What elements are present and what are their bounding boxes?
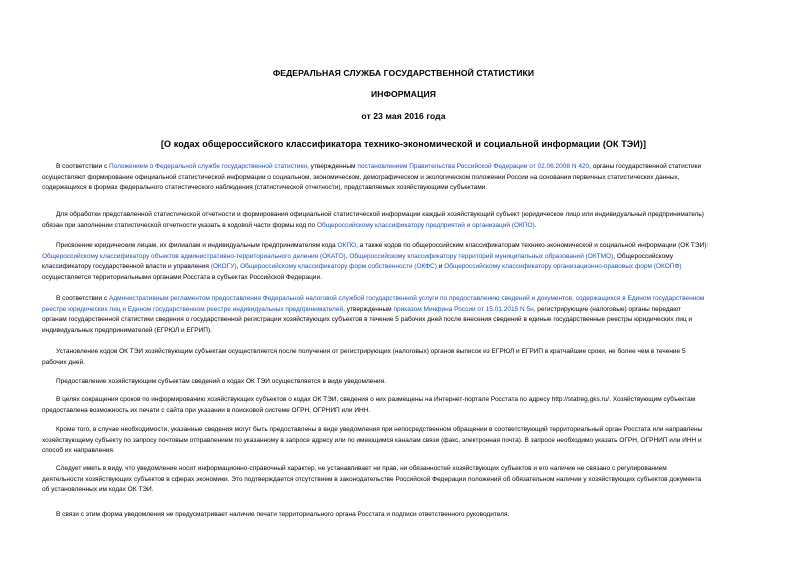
link-okopf[interactable]: Общероссийскому классификатору организационно-правовых форм (ОКОПФ)	[444, 263, 682, 271]
paragraph-line	[42, 162, 776, 173]
paragraph-line: В связи с этим форма уведомления не предусматривает наличие печати территориального органа Росстата и подписи ответственного руководителя.	[56, 511, 510, 518]
paragraph-line	[42, 294, 776, 305]
paragraph-line: деятельности хозяйствующих субъектов в сферах экономики. Это подтверждается отсутствием в законодательстве Российской Федерации положений об обязательном наличии у хозяйствующих субъектов документа	[42, 475, 702, 483]
text: ,	[345, 252, 350, 260]
paragraph-5	[42, 347, 776, 368]
paragraph-line: В целях сокращения сроков по информированию хозяйствующих субъектов о кодах ОК ТЭИ, сведения о них размещены на Интернет-портале Росстата по адресу http://statreg.gks.ru/. Хозяйствующим субъектам	[56, 396, 696, 403]
paragraph-line	[42, 221, 776, 232]
link-okato[interactable]: Общероссийскому классификатору объектов административно-территориального деления (ОКАТО)	[42, 252, 346, 260]
agency-heading: ФЕДЕРАЛЬНАЯ СЛУЖБА ГОСУДАРСТВЕННОЙ СТАТИСТИКИ	[272, 68, 535, 78]
paragraph-line: об установленных им кодах ОК ТЭИ.	[42, 486, 154, 494]
text: Присвоение юридическим лицам, их филиалам и индивидуальным предпринимателям кода	[56, 242, 338, 249]
text: В соответствии с	[56, 295, 110, 302]
paragraph-2	[42, 210, 776, 231]
paragraph-6	[42, 377, 776, 388]
paragraph-line	[42, 262, 776, 273]
paragraph-line	[42, 241, 776, 252]
paragraph-line: Кроме того, в случае необходимости, указанные сведения могут быть предоставлены в виде уведомления при непосредственном обращении в соответствующий территориальный орган Росстата или направлены	[56, 426, 703, 433]
text: , Общероссийскому	[613, 252, 674, 260]
paragraph-10	[42, 510, 776, 521]
paragraph-line: индивидуальных предпринимателей (ЕГРЮЛ и ЕГРИП).	[42, 326, 212, 334]
paragraph-7	[42, 395, 776, 416]
link-okfs[interactable]: Общероссийскому классификатору форм собственности (ОКФС)	[240, 263, 437, 271]
link-okpo[interactable]: ОКПО	[337, 242, 357, 249]
paragraph-line: Для обработки представленной статистической отчетности и формирования официальной статистической информации каждый хозяйствующий субъект (юридическое лицо или индивидуальный предприниматель)	[56, 211, 704, 218]
text: , а также кодов по общероссийским классификаторам технико-экономической и социальной информации (ОК ТЭИ):	[356, 242, 709, 249]
link-admin-regulation-cont[interactable]: реестре юридических лиц и Едином государственном реестре индивидуальных предпринимателей	[42, 305, 344, 313]
paragraph-line: хозяйствующему субъекту по запросу почтовым отправлением по указанному в запросе адресу или по имеющимся каналам связи (факс, электронная почта). В запросе необходимо указать ОГРН, ОГРНИП или ИНН и	[42, 436, 702, 444]
text: , органы государственной статистики	[589, 163, 702, 170]
paragraph-8	[42, 425, 776, 457]
paragraph-line	[42, 305, 776, 316]
text: , регистрирующие (налоговые) органы передают	[533, 305, 681, 313]
doc-subject: [О кодах общероссийского классификатора технико-экономической и социальной информации (ОК ТЭИ)]	[160, 139, 647, 149]
text: обязан при заполнении статистической отчетности указать в кодовой части формы код по	[42, 221, 317, 229]
paragraph-line: рабочих дней.	[42, 358, 85, 366]
text: .	[534, 221, 537, 229]
link-government-decree[interactable]: постановлением Правительства Российской Федерации от 02.06.2008 N 420	[357, 163, 590, 170]
text: классификатору государственной власти и управления	[42, 263, 211, 271]
text: и	[436, 263, 445, 271]
link-regulation[interactable]: Положением о Федеральной службе государственной статистики	[109, 163, 307, 170]
link-okpo-classifier[interactable]: Общероссийскому классификатору предприятий и организаций (ОКПО)	[316, 221, 535, 229]
paragraph-3	[42, 241, 776, 283]
paragraph-line: содержащихся в формах федерального статистического наблюдения (статистической отчетности), представляемых хозяйствующими субъектами.	[42, 184, 488, 192]
paragraph-9	[42, 464, 776, 496]
text: ,	[236, 263, 241, 271]
doc-date: от 23 мая 2016 года	[361, 111, 446, 121]
link-minfin-order[interactable]: приказом Минфина России от 15.01.2015 N 5н	[393, 305, 534, 313]
paragraph-1	[42, 162, 776, 194]
paragraph-line: предоставлена возможность их печати с сайта при указании в поисковой системе ОГРН, ОГРНИП или ИНН.	[42, 406, 371, 414]
paragraph-line: Предоставление хозяйствующим субъектам сведений о кодах ОК ТЭИ осуществляется в виде уведомления.	[56, 378, 386, 385]
doc-type-heading: ИНФОРМАЦИЯ	[370, 89, 437, 99]
paragraph-line: Установление кодов ОК ТЭИ хозяйствующим субъектам осуществляется после получения от регистрирующих (налоговых) органов выписок из ЕГРЮЛ и ЕГРИП в кратчайшие сроки, не более чем в течение 5	[56, 348, 686, 355]
paragraph-line: органам государственной статистики сведения о государственной регистрации хозяйствующих субъектов в течение 5 рабочих дней после внесения сведений в единые государственные реестры юридических лиц и	[42, 316, 693, 324]
paragraph-line: Следует иметь в виду, что уведомление носит информационно-справочный характер, не устанавливает ни прав, ни обязанностей хозяйствующих субъектов и его наличие не связано с регулированием	[56, 465, 667, 472]
link-okogu[interactable]: (ОКОГУ)	[210, 263, 237, 271]
link-oktmo[interactable]: Общероссийскому классификатору территорий муниципальных образований (ОКТМО)	[349, 252, 614, 260]
link-admin-regulation[interactable]: Административным регламентом предоставления Федеральной налоговой службой государственной услуги по предоставлению сведений и документов, содержащихся в Едином государственном	[109, 295, 705, 302]
text: , утвержденным	[306, 163, 358, 170]
paragraph-line: осуществляется территориальными органами Росстата в субъектах Российской Федерации.	[42, 273, 322, 281]
paragraph-4	[42, 294, 776, 336]
paragraph-line	[42, 252, 776, 263]
paragraph-line: осуществляют формирование официальной статистической информации о социальном, экономическом, демографическом и экологическом положении России на основании первичных статистических данных,	[42, 173, 680, 181]
paragraph-line: способ их направления.	[42, 447, 115, 455]
text: В соответствии с	[56, 163, 110, 170]
text: , утвержденным	[343, 305, 394, 313]
